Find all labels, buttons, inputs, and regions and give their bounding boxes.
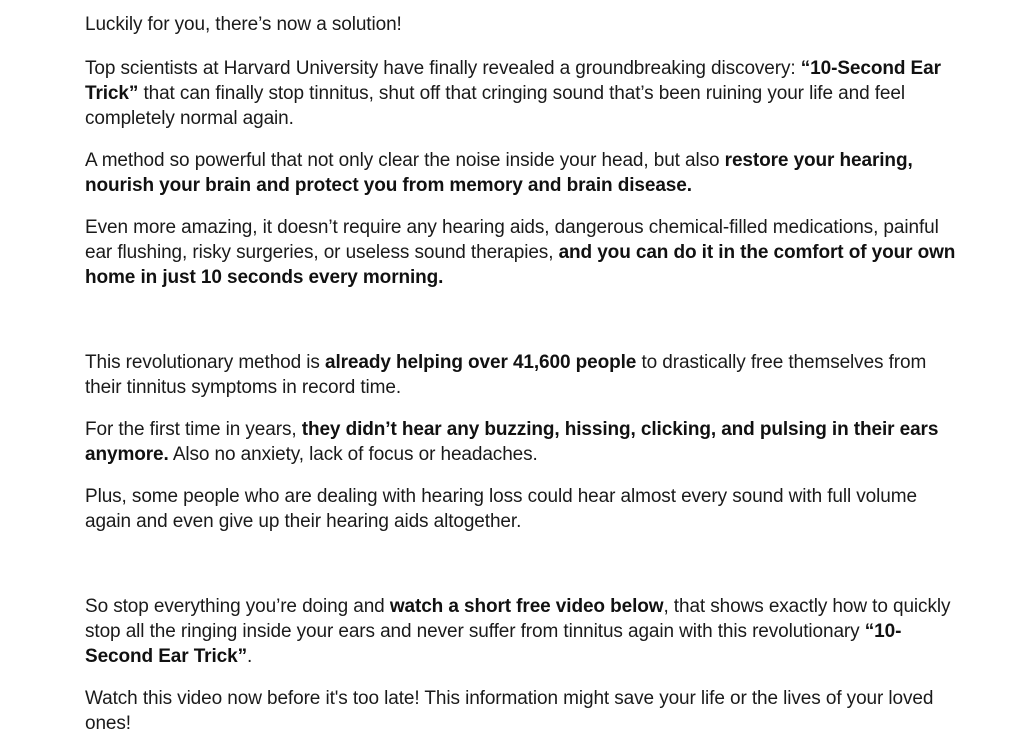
watch-video-text: So stop everything you’re doing and <box>85 596 390 617</box>
method-paragraph <box>85 148 957 198</box>
intro-text: Luckily for you, there’s now a solution! <box>85 14 402 35</box>
method-highlight: restore your hearing, nourish your brain and protect you from memory and brain disease. <box>85 150 913 196</box>
first-time-text-cont: Also no anxiety, lack of focus or headaches. <box>168 444 538 465</box>
method-text: A method so powerful that not only clear the noise inside your head, but also <box>85 150 725 171</box>
first-time-paragraph <box>85 417 957 467</box>
helping-highlight: already helping over 41,600 people <box>324 352 637 373</box>
section-spacer <box>85 307 957 350</box>
watch-video-period: . <box>246 646 253 667</box>
watch-video-text-cont: , that shows exactly how to quickly stop all the ringing inside your ears and never suffer from tinnitus again with this revolutionary <box>85 596 951 642</box>
helping-text-cont: to drastically free themselves from their tinnitus symptoms in record time. <box>85 352 927 398</box>
hearing-loss-text: Plus, some people who are dealing with hearing loss could hear almost every sound with full volume again and even give up their hearing aids altogether. <box>85 486 917 532</box>
article-body <box>85 12 957 753</box>
amazing-paragraph <box>85 215 957 290</box>
section-spacer <box>85 551 957 594</box>
amazing-text: Even more amazing, it doesn’t require any hearing aids, dangerous chemical-filled medications, painful ear flushing, risky surgeries, or useless sound therapies, <box>85 217 939 263</box>
helping-paragraph <box>85 350 957 400</box>
watch-video-paragraph <box>85 594 957 669</box>
ear-trick-highlight-2: “10-Second Ear Trick” <box>85 621 902 667</box>
discovery-text-cont: that can finally stop tinnitus, shut off that cringing sound that’s been ruining your life and feel completely normal again. <box>85 83 905 129</box>
hearing-loss-paragraph <box>85 484 957 534</box>
first-time-text: For the first time in years, <box>85 419 302 440</box>
intro-paragraph <box>85 12 957 37</box>
watch-video-highlight: watch a short free video below <box>389 596 664 617</box>
urgency-text: Watch this video now before it's too late! This information might save your life or the lives of your loved ones! <box>85 688 934 734</box>
discovery-text: Top scientists at Harvard University have finally revealed a groundbreaking discovery: <box>85 58 801 79</box>
amazing-highlight: and you can do it in the comfort of your own home in just 10 seconds every morning. <box>85 242 956 288</box>
helping-text: This revolutionary method is <box>85 352 325 373</box>
discovery-paragraph <box>85 56 957 131</box>
first-time-highlight: they didn’t hear any buzzing, hissing, clicking, and pulsing in their ears anymore. <box>85 419 939 465</box>
ear-trick-highlight: “10-Second Ear Trick” <box>85 58 941 104</box>
urgency-paragraph <box>85 686 957 736</box>
